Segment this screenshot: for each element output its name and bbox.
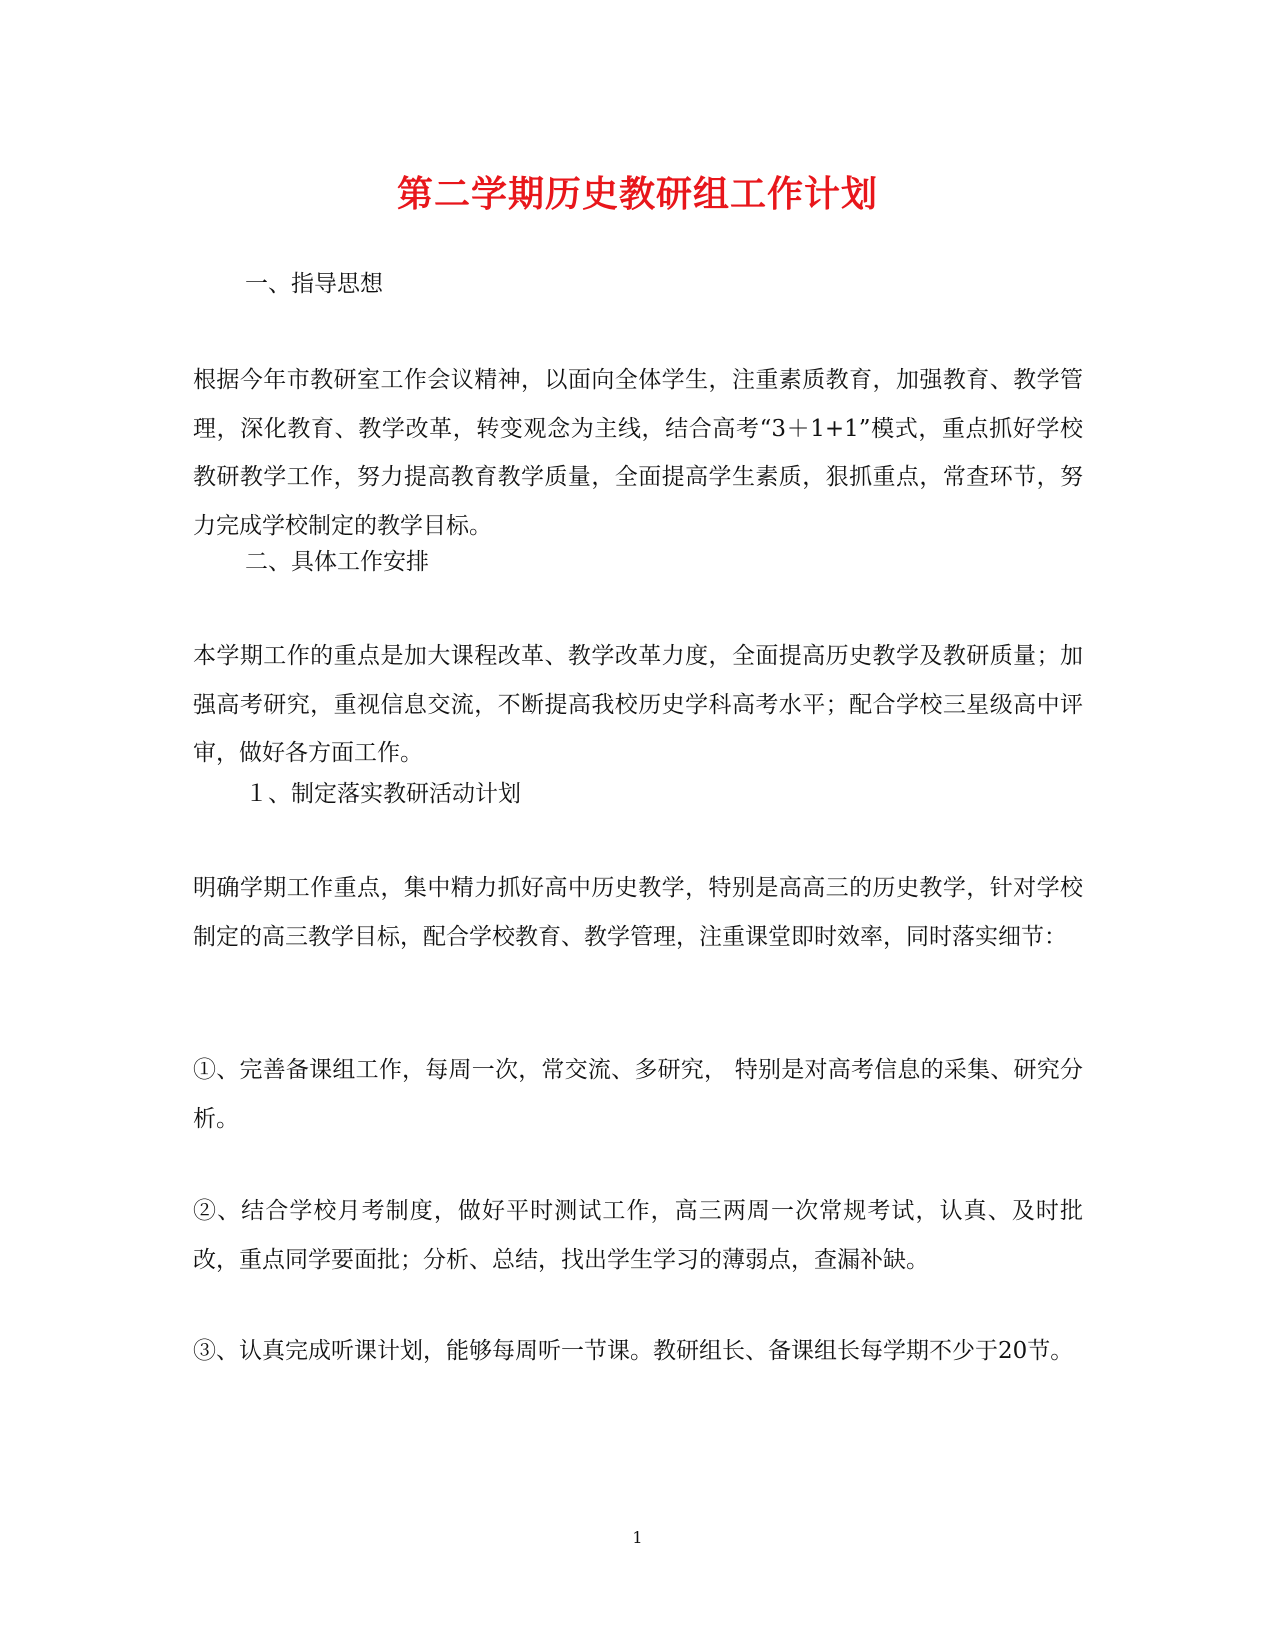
document-title: 第二学期历史教研组工作计划 bbox=[396, 173, 878, 215]
paragraph-guiding-ideology: 根据今年市教研室工作会议精神，以面向全体学生，注重素质教育，加强教育、教学管理，深化教育、教学改革，转变观念为主线，结合高考“3＋1+1”模式，重点抓好学校教研教学工作，努力提高教育教学质量，全面提高学生素质，狠抓重点，常查环节，努力完成学校制定的教学目标。 bbox=[193, 367, 1083, 539]
list-item-monthly-exams: ②、结合学校月考制度，做好平时测试工作，高三两周一次常规考试，认真、及时批改，重点同学要面批；分析、总结，找出学生学习的薄弱点，查漏补缺。 bbox=[193, 1198, 1083, 1273]
section-heading-guiding-ideology: 一、指导思想 bbox=[245, 271, 383, 297]
page-number: 1 bbox=[632, 1528, 643, 1547]
section-heading-work-arrangement: 二、具体工作安排 bbox=[245, 549, 429, 575]
paragraph-work-focus: 本学期工作的重点是加大课程改革、教学改革力度，全面提高历史教学及教研质量；加强高考研究，重视信息交流，不断提高我校历史学科高考水平；配合学校三星级高中评审，做好各方面工作。 bbox=[193, 643, 1083, 766]
paragraph-semester-focus: 明确学期工作重点，集中精力抓好高中历史教学，特别是高高三的历史教学，针对学校制定的高三教学目标，配合学校教育、教学管理，注重课堂即时效率，同时落实细节： bbox=[193, 875, 1083, 950]
list-item-lesson-prep: ①、完善备课组工作，每周一次，常交流、多研究， 特别是对高考信息的采集、研究分析。 bbox=[193, 1057, 1083, 1132]
subsection-heading-plan: １、制定落实教研活动计划 bbox=[245, 781, 521, 807]
list-item-class-observation: ③、认真完成听课计划，能够每周听一节课。教研组长、备课组长每学期不少于20节。 bbox=[193, 1338, 1074, 1364]
